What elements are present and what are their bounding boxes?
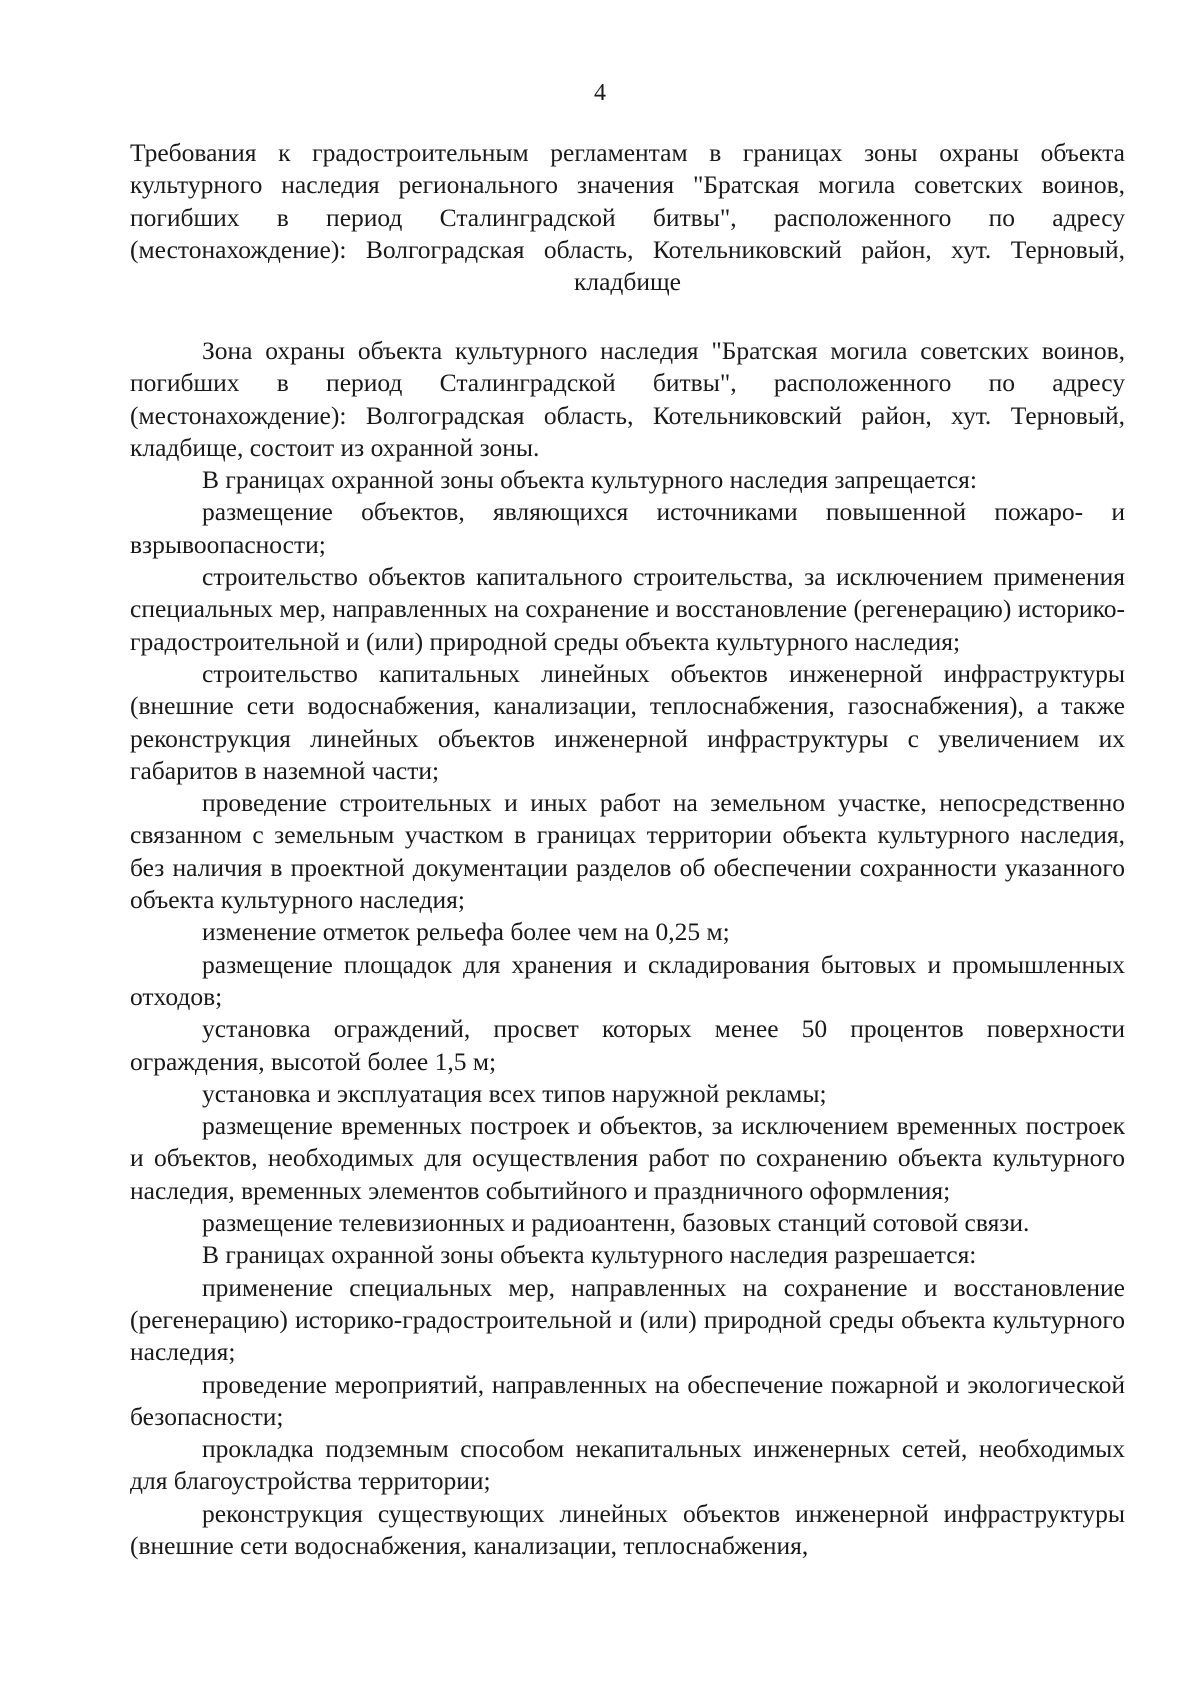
paragraph: изменение отметок рельефа более чем на 0,25 м;	[202, 917, 730, 947]
paragraph: В границах охранной зоны объекта культурного наследия запрещается:	[202, 465, 977, 495]
paragraph: прокладка подземным способом некапитальных инженерных сетей, необходимых для благоустройства территории;	[130, 1434, 1125, 1496]
paragraph: проведение строительных и иных работ на земельном участке, непосредственно связанном с земельным участком в границах территории объекта культурного наследия, без наличия в проектной документации разделов об обеспечении сохранности указанного объекта культурного наследия;	[130, 788, 1125, 915]
paragraph: установка ограждений, просвет которых менее 50 процентов поверхности ограждения, высотой более 1,5 м;	[130, 1014, 1125, 1076]
paragraph: В границах охранной зоны объекта культурного наследия разрешается:	[202, 1240, 977, 1270]
paragraph: Зона охраны объекта культурного наследия "Братская могила советских воинов, погибших в период Сталинградской битвы", расположенного по адресу (местонахождение): Волгоградская область, Котельниковский район, хут. Терновый, кладбище, состоит из охранной зоны.	[130, 336, 1125, 462]
paragraph: размещение телевизионных и радиоантенн, базовых станций сотовой связи.	[202, 1208, 1030, 1238]
document-body	[130, 335, 1125, 1562]
paragraph: размещение площадок для хранения и складирования бытовых и промышленных отходов;	[130, 949, 1125, 1011]
paragraph: проведение мероприятий, направленных на обеспечение пожарной и экологической безопасности;	[130, 1369, 1125, 1431]
document-title: Требования к градостроительным регламентам в границах зоны охраны объекта культурного наследия регионального значения "Братская могила советских воинов, погибших в период Сталинградской битвы", расположенного по адресу (местонахождение): Волгоградская область, Котельниковский район, хут. Терновый, кладбище	[130, 138, 1125, 297]
paragraph: размещение временных построек и объектов, за исключением временных построек и объектов, необходимых для осуществления работ по сохранению объекта культурного наследия, временных элементов событийного и праздничного оформления;	[130, 1111, 1125, 1205]
paragraph: реконструкция существующих линейных объектов инженерной инфраструктуры (внешние сети водоснабжения, канализации, теплоснабжения,	[130, 1498, 1125, 1560]
page-number: 4	[594, 80, 606, 106]
paragraph: строительство капитальных линейных объектов инженерной инфраструктуры (внешние сети водоснабжения, канализации, теплоснабжения, газоснабжения), а также реконструкция линейных объектов инженерной инфраструктуры с увеличением их габаритов в наземной части;	[130, 658, 1125, 785]
paragraph: применение специальных мер, направленных на сохранение и восстановление (регенерацию) историко-градостроительной и (или) природной среды объекта культурного наследия;	[130, 1272, 1125, 1367]
paragraph: размещение объектов, являющихся источниками повышенной пожаро- и взрывоопасности;	[130, 497, 1125, 559]
paragraph: строительство объектов капитального строительства, за исключением применения специальных мер, направленных на сохранение и восстановление (регенерацию) историко-градостроительной и (или) природной среды объекта культурного наследия;	[130, 562, 1125, 656]
paragraph: установка и эксплуатация всех типов наружной рекламы;	[202, 1078, 827, 1108]
